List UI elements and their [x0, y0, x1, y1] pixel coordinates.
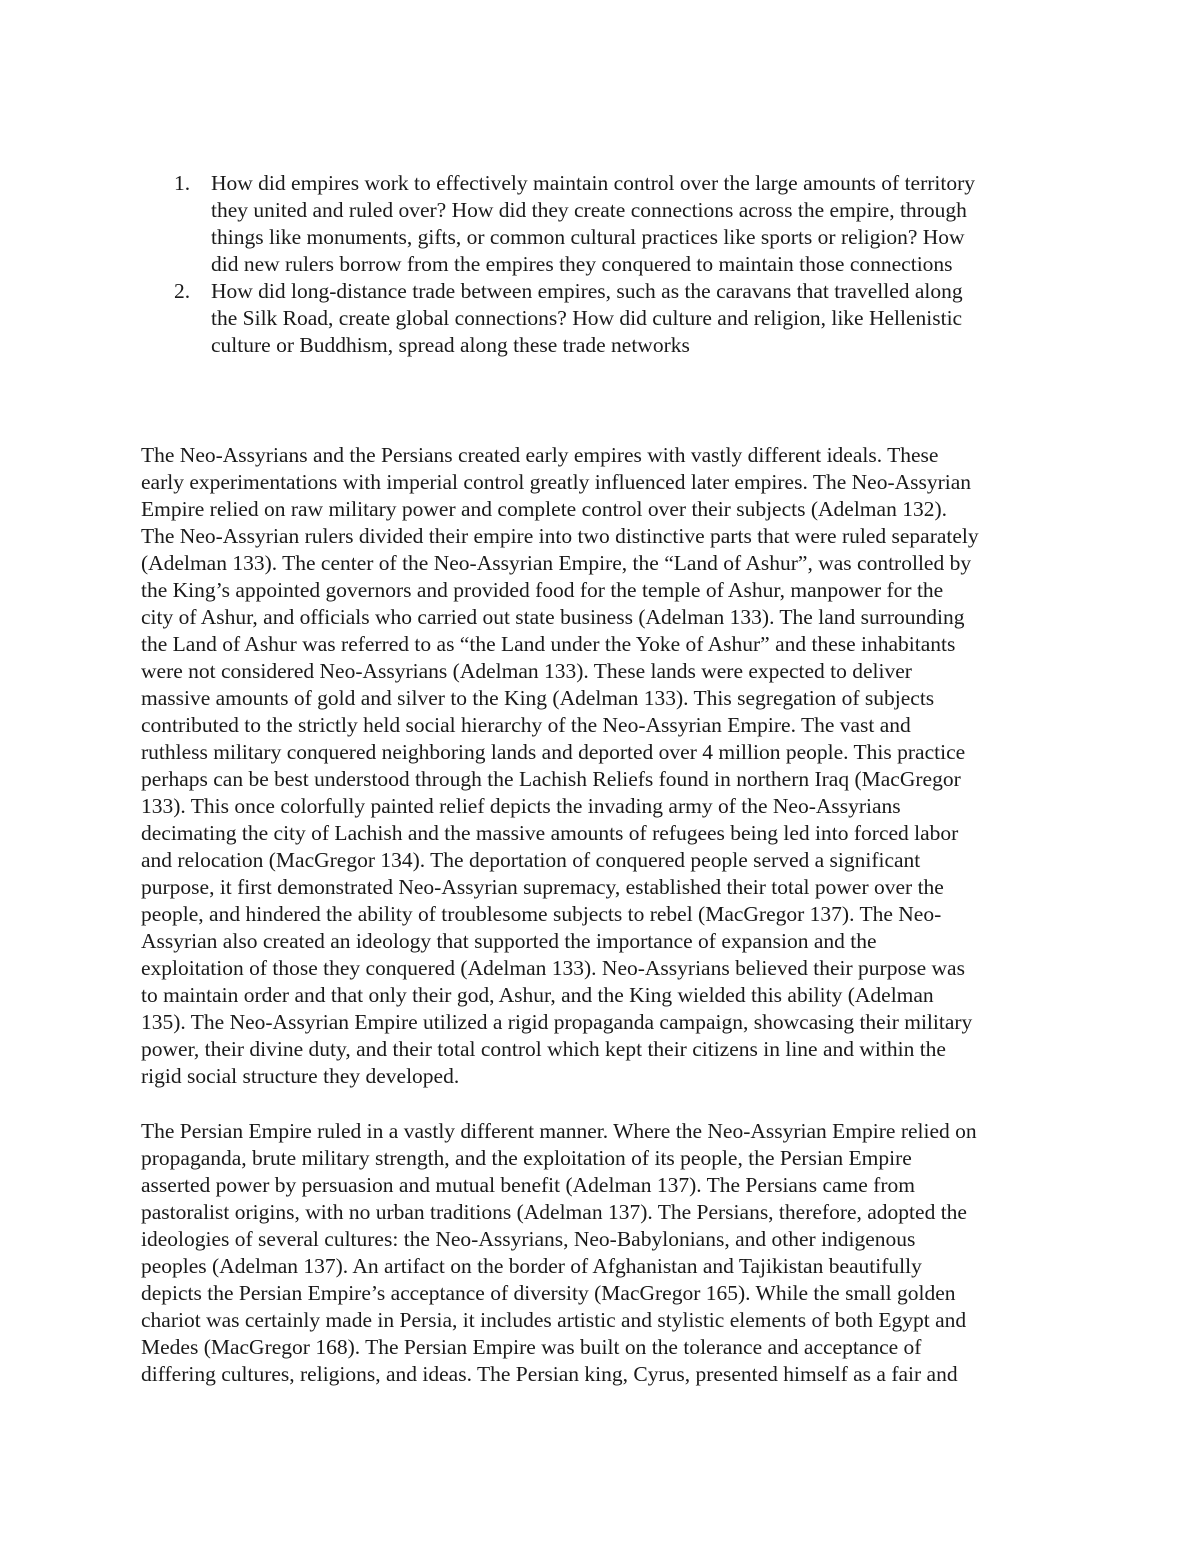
- text-line: people, and hindered the ability of troublesome subjects to rebel (MacGregor 137). The Neo-: [141, 902, 942, 926]
- text-line: the Silk Road, create global connections? How did culture and religion, like Hellenistic: [211, 306, 963, 330]
- body-paragraph-neo-assyrians: [141, 442, 1081, 1090]
- text-line: propaganda, brute military strength, and the exploitation of its people, the Persian Empire: [141, 1146, 912, 1170]
- text-line: The Persian Empire ruled in a vastly different manner. Where the Neo-Assyrian Empire relied on: [141, 1119, 977, 1143]
- text-line: things like monuments, gifts, or common cultural practices like sports or religion? How: [211, 225, 965, 249]
- text-line: perhaps can be best understood through the Lachish Reliefs found in northern Iraq (MacGregor: [141, 767, 961, 791]
- text-line: rigid social structure they developed.: [141, 1064, 460, 1088]
- text-line: pastoralist origins, with no urban traditions (Adelman 137). The Persians, therefore, adopted the: [141, 1200, 967, 1224]
- text-line: The Neo-Assyrians and the Persians created early empires with vastly different ideals. These: [141, 443, 939, 467]
- text-line: Assyrian also created an ideology that supported the importance of expansion and the: [141, 929, 877, 953]
- text-line: ruthless military conquered neighboring lands and deported over 4 million people. This practice: [141, 740, 966, 764]
- text-line: decimating the city of Lachish and the massive amounts of refugees being led into forced labor: [141, 821, 959, 845]
- text-line: to maintain order and that only their god, Ashur, and the King wielded this ability (Adelman: [141, 983, 934, 1007]
- text-line: the Land of Ashur was referred to as “the Land under the Yoke of Ashur” and these inhabitants: [141, 632, 956, 656]
- body-paragraph-persians: [141, 1118, 1081, 1388]
- text-line: ideologies of several cultures: the Neo-Assyrians, Neo-Babylonians, and other indigenous: [141, 1227, 916, 1251]
- question-number: 2.: [174, 279, 191, 303]
- text-line: (Adelman 133). The center of the Neo-Assyrian Empire, the “Land of Ashur”, was controlled by: [141, 551, 972, 575]
- text-line: purpose, it first demonstrated Neo-Assyrian supremacy, established their total power over the: [141, 875, 944, 899]
- question-item: [174, 170, 1074, 278]
- text-line: peoples (Adelman 137). An artifact on the border of Afghanistan and Tajikistan beautifully: [141, 1254, 922, 1278]
- text-line: culture or Buddhism, spread along these trade networks: [211, 333, 690, 357]
- text-line: How did long-distance trade between empires, such as the caravans that travelled along: [211, 279, 963, 303]
- text-line: 133). This once colorfully painted relief depicts the invading army of the Neo-Assyrians: [141, 794, 901, 818]
- text-line: depicts the Persian Empire’s acceptance of diversity (MacGregor 165). While the small golden: [141, 1281, 956, 1305]
- text-line: chariot was certainly made in Persia, it includes artistic and stylistic elements of both Egypt and: [141, 1308, 967, 1332]
- text-line: power, their divine duty, and their total control which kept their citizens in line and within the: [141, 1037, 946, 1061]
- text-line: they united and ruled over? How did they create connections across the empire, through: [211, 198, 967, 222]
- text-line: the King’s appointed governors and provided food for the temple of Ashur, manpower for the: [141, 578, 944, 602]
- text-line: and relocation (MacGregor 134). The deportation of conquered people served a significant: [141, 848, 921, 872]
- question-list: [174, 170, 1074, 359]
- text-line: asserted power by persuasion and mutual benefit (Adelman 137). The Persians came from: [141, 1173, 915, 1197]
- text-line: did new rulers borrow from the empires they conquered to maintain those connections: [211, 252, 953, 276]
- text-line: The Neo-Assyrian rulers divided their empire into two distinctive parts that were ruled separately: [141, 524, 979, 548]
- question-number: 1.: [174, 171, 191, 195]
- question-item: [174, 278, 1074, 359]
- text-line: differing cultures, religions, and ideas. The Persian king, Cyrus, presented himself as a fair and: [141, 1362, 958, 1386]
- text-line: city of Ashur, and officials who carried out state business (Adelman 133). The land surrounding: [141, 605, 965, 629]
- text-line: contributed to the strictly held social hierarchy of the Neo-Assyrian Empire. The vast and: [141, 713, 911, 737]
- text-line: How did empires work to effectively maintain control over the large amounts of territory: [211, 171, 976, 195]
- text-line: early experimentations with imperial control greatly influenced later empires. The Neo-Assyrian: [141, 470, 972, 494]
- text-line: Medes (MacGregor 168). The Persian Empire was built on the tolerance and acceptance of: [141, 1335, 922, 1359]
- text-line: were not considered Neo-Assyrians (Adelman 133). These lands were expected to deliver: [141, 659, 912, 683]
- text-line: Empire relied on raw military power and complete control over their subjects (Adelman 132).: [141, 497, 947, 521]
- text-line: exploitation of those they conquered (Adelman 133). Neo-Assyrians believed their purpose was: [141, 956, 965, 980]
- text-line: massive amounts of gold and silver to the King (Adelman 133). This segregation of subjects: [141, 686, 935, 710]
- text-line: 135). The Neo-Assyrian Empire utilized a rigid propaganda campaign, showcasing their military: [141, 1010, 973, 1034]
